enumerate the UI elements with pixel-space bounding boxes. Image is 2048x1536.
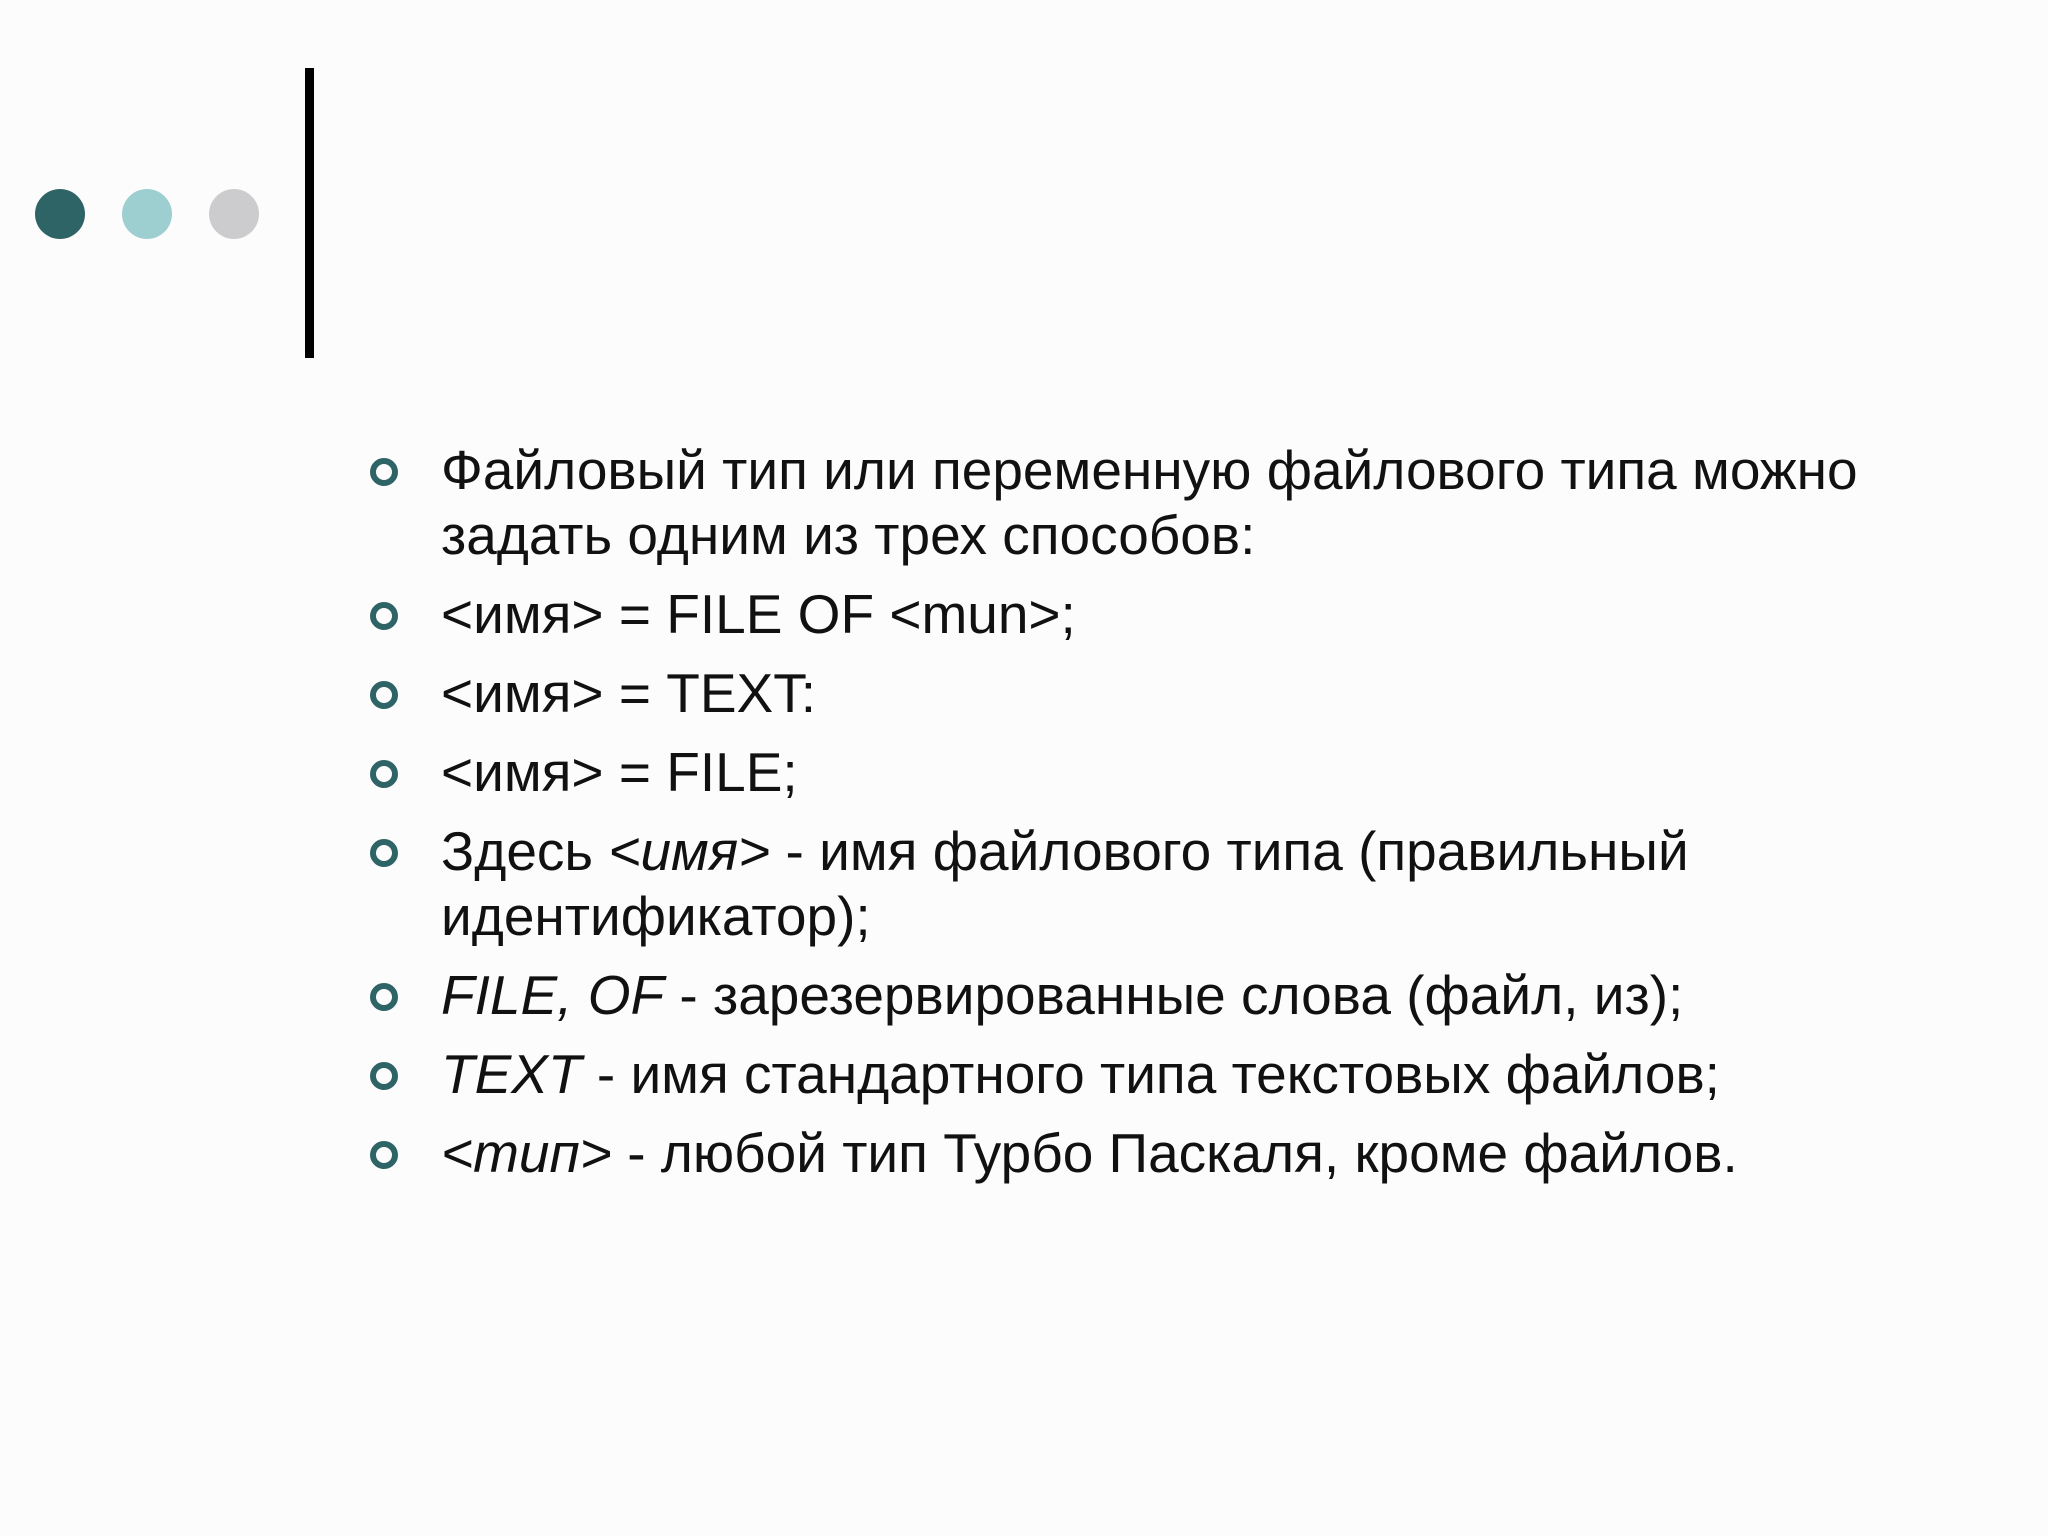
item-term: <имя> xyxy=(608,820,771,882)
bullet-circle-icon xyxy=(370,458,398,486)
list-item xyxy=(364,661,1964,726)
list-item xyxy=(364,1042,1964,1107)
item-text: - имя стандартного типа текстовых файлов; xyxy=(581,1043,1720,1105)
item-text: - имя файлового типа (правильный идентификатор); xyxy=(441,820,1689,947)
vertical-divider xyxy=(305,68,314,358)
item-text: <имя> = FILE OF <mun>; xyxy=(441,583,1076,645)
item-term: <тип> xyxy=(441,1122,612,1184)
bullet-list xyxy=(364,438,1964,1200)
item-text: - любой тип Турбо Паскаля, кроме файлов. xyxy=(611,1122,1738,1184)
item-term: TEXT xyxy=(441,1043,582,1105)
bullet-circle-icon xyxy=(370,760,398,788)
list-item xyxy=(364,819,1964,949)
bullet-circle-icon xyxy=(370,839,398,867)
bullet-circle-icon xyxy=(370,1062,398,1090)
bullet-circle-icon xyxy=(370,602,398,630)
bullet-circle-icon xyxy=(370,983,398,1011)
gray-dot-icon xyxy=(209,189,259,239)
list-item xyxy=(364,963,1964,1028)
list-item xyxy=(364,582,1964,647)
dark-teal-dot-icon xyxy=(35,189,85,239)
item-text: Файловый тип или переменную файлового типа можно задать одним из трех способов: xyxy=(441,439,1858,566)
item-text: <имя> = TEXT: xyxy=(441,662,816,724)
list-item xyxy=(364,740,1964,805)
item-text-prefix: Здесь xyxy=(441,820,609,882)
item-term: FILE, OF xyxy=(441,964,665,1026)
bullet-circle-icon xyxy=(370,681,398,709)
item-text: <имя> = FILE; xyxy=(441,741,798,803)
list-item xyxy=(364,1121,1964,1186)
item-text: - зарезервированные слова (файл, из); xyxy=(664,964,1684,1026)
list-item xyxy=(364,438,1964,568)
light-teal-dot-icon xyxy=(122,189,172,239)
bullet-circle-icon xyxy=(370,1141,398,1169)
